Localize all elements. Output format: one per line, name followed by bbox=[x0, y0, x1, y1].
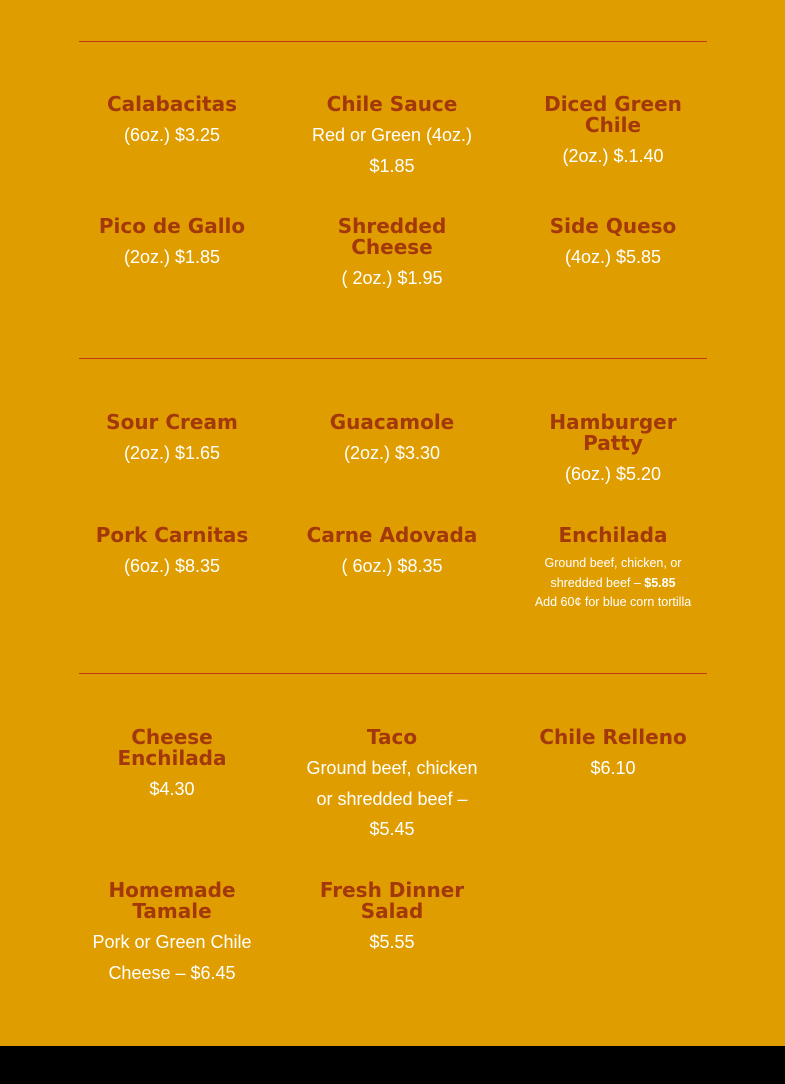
item-price: (6oz.) $8.35 bbox=[123, 556, 221, 576]
footer-bar bbox=[0, 1046, 785, 1084]
menu-item-hamburger-patty bbox=[533, 412, 693, 490]
item-name: Enchilada bbox=[558, 523, 668, 547]
item-desc-text: Ground beef, chicken, or shredded beef – bbox=[544, 556, 682, 590]
item-description bbox=[513, 554, 713, 593]
menu-item-guacamole bbox=[292, 412, 492, 469]
menu-item-diced-green-chile bbox=[523, 94, 703, 172]
menu-item-fresh-dinner-salad bbox=[302, 880, 482, 958]
section-divider-top bbox=[79, 41, 707, 42]
menu-item-enchilada bbox=[513, 525, 713, 613]
item-price: Ground beef, chicken or shredded beef – $5.45 bbox=[306, 758, 478, 839]
menu-item-cheese-enchilada bbox=[92, 727, 252, 805]
menu-item-shredded-cheese bbox=[312, 216, 472, 294]
item-note: Add 60¢ for blue corn tortilla bbox=[534, 595, 692, 609]
item-price: $4.30 bbox=[149, 779, 195, 799]
item-name: Taco bbox=[366, 725, 418, 749]
item-name: Hamburger Patty bbox=[549, 410, 677, 455]
item-price: (6oz.) $3.25 bbox=[123, 125, 221, 145]
item-name: Pork Carnitas bbox=[95, 523, 249, 547]
menu-item-chile-sauce bbox=[297, 94, 487, 181]
menu-item-homemade-tamale bbox=[82, 880, 262, 988]
menu-item-sour-cream bbox=[72, 412, 272, 469]
item-name: Side Queso bbox=[549, 214, 677, 238]
section-divider bbox=[79, 358, 707, 359]
item-price: $6.10 bbox=[590, 758, 636, 778]
item-price: ( 2oz.) $1.95 bbox=[341, 268, 443, 288]
menu-item-pico-de-gallo bbox=[72, 216, 272, 273]
item-name: Shredded Cheese bbox=[337, 214, 447, 259]
item-price: (2oz.) $3.30 bbox=[343, 443, 441, 463]
item-price: (6oz.) $5.20 bbox=[564, 464, 662, 484]
item-price: Red or Green (4oz.) $1.85 bbox=[311, 125, 473, 176]
item-price: (2oz.) $.1.40 bbox=[562, 146, 664, 166]
item-price: (2oz.) $1.65 bbox=[123, 443, 221, 463]
item-name: Carne Adovada bbox=[306, 523, 478, 547]
menu-item-carne-adovada bbox=[292, 525, 492, 582]
item-price: Pork or Green Chile Cheese – $6.45 bbox=[92, 932, 252, 983]
item-name: Sour Cream bbox=[106, 410, 238, 434]
item-name: Cheese Enchilada bbox=[117, 725, 227, 770]
item-price: ( 6oz.) $8.35 bbox=[341, 556, 443, 576]
item-name: Homemade Tamale bbox=[108, 878, 236, 923]
menu-item-side-queso bbox=[513, 216, 713, 273]
menu-item-chile-relleno bbox=[513, 727, 713, 784]
item-name: Calabacitas bbox=[106, 92, 237, 116]
item-price: $5.55 bbox=[369, 932, 415, 952]
item-name: Guacamole bbox=[329, 410, 455, 434]
item-name: Diced Green Chile bbox=[544, 92, 682, 137]
item-name: Pico de Gallo bbox=[98, 214, 246, 238]
item-name: Fresh Dinner Salad bbox=[319, 878, 465, 923]
menu-item-calabacitas bbox=[72, 94, 272, 151]
item-name: Chile Sauce bbox=[326, 92, 458, 116]
item-price: $5.85 bbox=[644, 575, 676, 590]
item-name: Chile Relleno bbox=[539, 725, 687, 749]
item-price: (2oz.) $1.85 bbox=[123, 247, 221, 267]
menu-item-pork-carnitas bbox=[72, 525, 272, 582]
section-divider bbox=[79, 673, 707, 674]
menu-item-taco bbox=[297, 727, 487, 845]
item-price: (4oz.) $5.85 bbox=[564, 247, 662, 267]
